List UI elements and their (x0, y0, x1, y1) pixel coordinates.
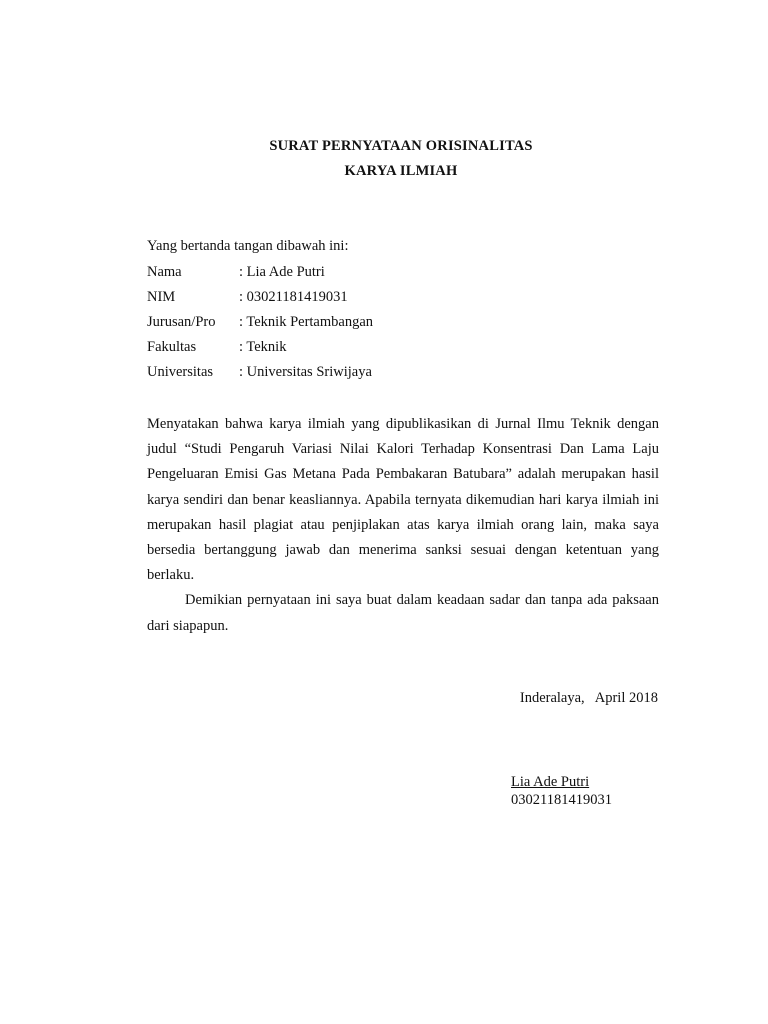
identity-fields (147, 263, 373, 388)
field-value: : Teknik (239, 339, 287, 355)
field-row-fakultas (147, 338, 373, 363)
statement-paragraph: Menyatakan bahwa karya ilmiah yang dipublikasikan di Jurnal Ilmu Teknik dengan judul “Studi Pengaruh Variasi Nilai Kalori Terhadap Konsentrasi Dan Lama Laju Pengeluaran Emisi Gas Metana Pada Pembakaran Batubara” adalah merupakan hasil karya sendiri dan benar keasliannya. Apabila ternyata dikemudian hari karya ilmiah ini merupakan hasil plagiat atau penjiplakan atas karya ilmiah orang lain, maka saya bersedia bertanggung jawab dan menerima sanksi sesuai dengan ketentuan yang berlaku. (147, 416, 659, 584)
place-date: Inderalaya, April 2018 (519, 690, 658, 706)
field-value: : Teknik Pertambangan (239, 314, 374, 330)
document-subtitle: KARYA ILMIAH (344, 163, 458, 179)
signatory-name: Lia Ade Putri (511, 774, 590, 790)
field-value: : Lia Ade Putri (239, 264, 325, 280)
signatory-nim: 03021181419031 (511, 792, 612, 808)
intro-text: Yang bertanda tangan dibawah ini: (147, 238, 349, 254)
field-value: : 03021181419031 (239, 289, 348, 305)
field-label: NIM (147, 289, 176, 305)
field-row-universitas (147, 363, 373, 388)
field-row-nim (147, 288, 373, 313)
field-row-nama (147, 263, 373, 288)
field-label: Nama (147, 264, 182, 280)
field-row-jurusan (147, 313, 373, 338)
field-label: Jurusan/Pro (147, 314, 216, 330)
statement-body (147, 412, 659, 639)
field-label: Universitas (147, 364, 214, 380)
closing-paragraph: Demikian pernyataan ini saya buat dalam keadaan sadar dan tanpa ada paksaan dari siapapun. (147, 592, 659, 634)
document-title: SURAT PERNYATAAN ORISINALITAS (269, 138, 533, 154)
field-label: Fakultas (147, 339, 197, 355)
field-value: : Universitas Sriwijaya (239, 364, 372, 380)
